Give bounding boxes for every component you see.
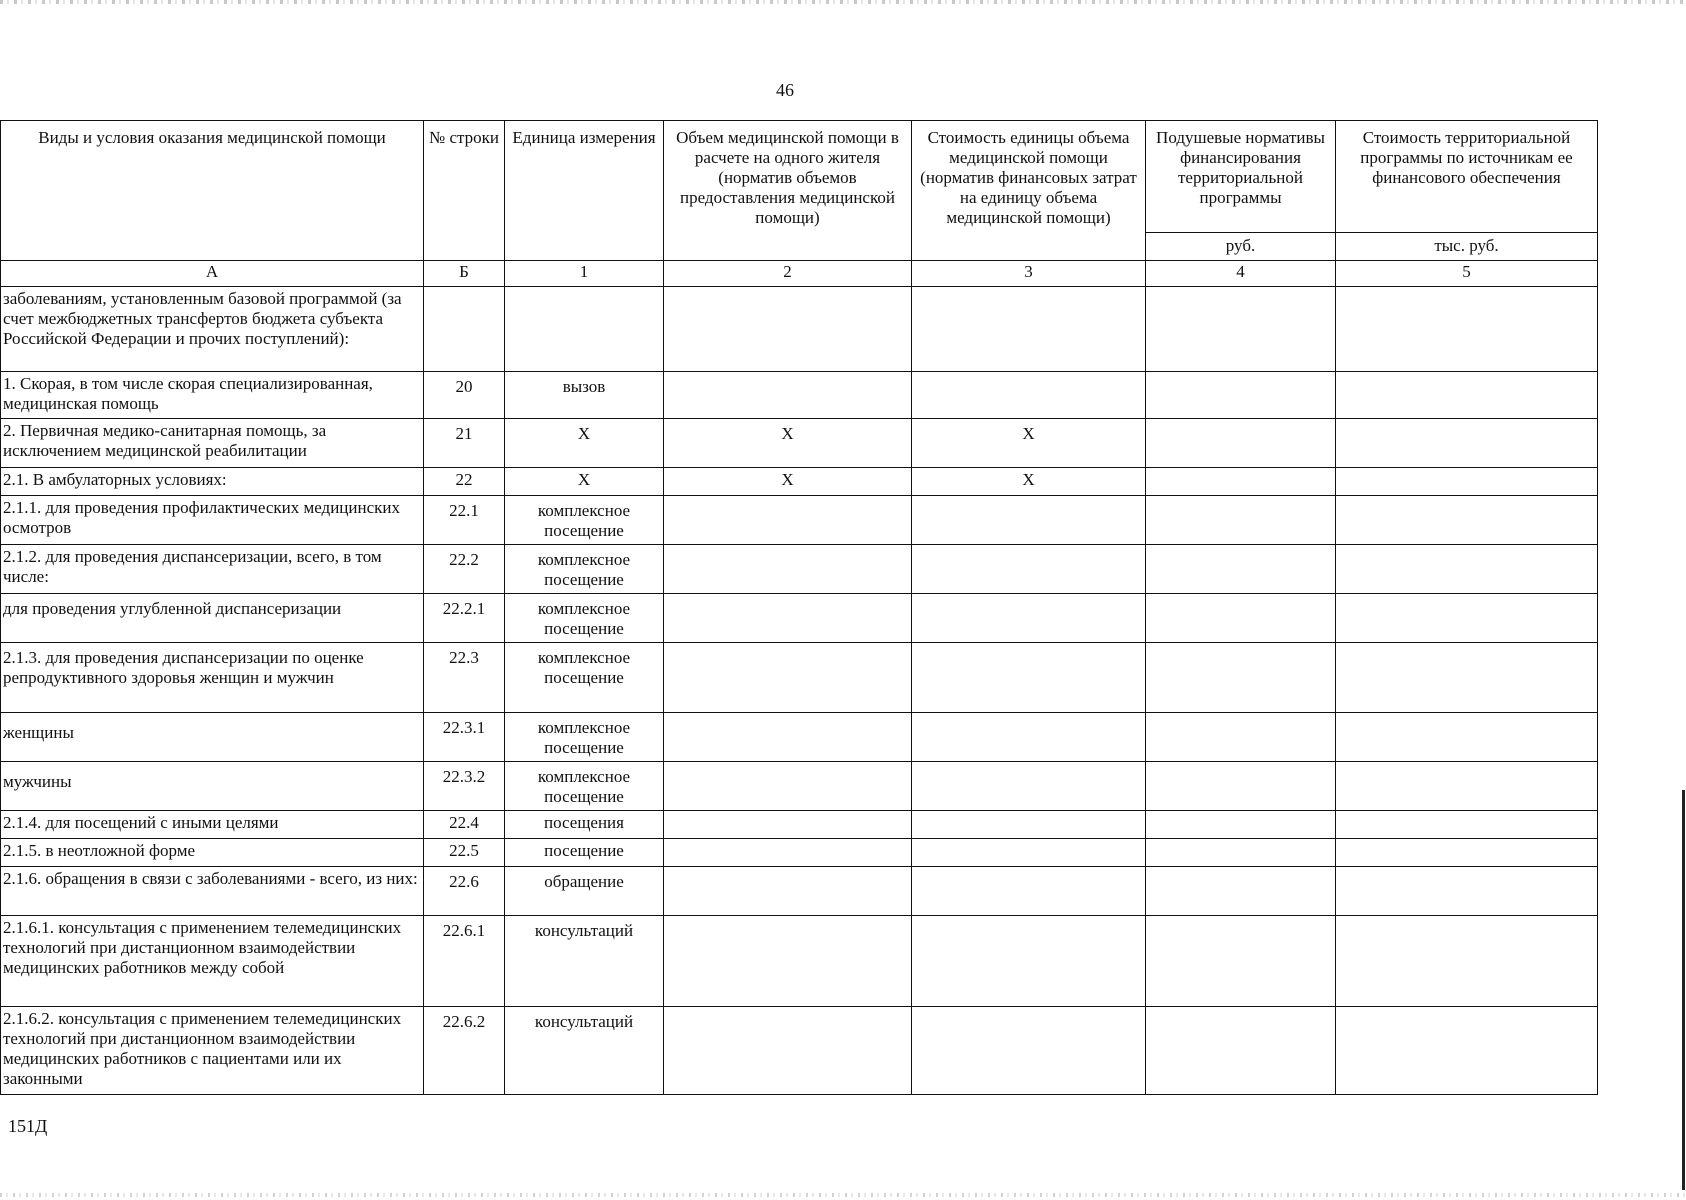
row-unit: комплексное посещение [505, 713, 664, 762]
table-row [1, 916, 1598, 1007]
row-program-cost [1336, 811, 1598, 839]
row-unit: комплексное посещение [505, 545, 664, 594]
column-index-1: 1 [505, 261, 664, 287]
row-number: 22.4 [424, 811, 505, 839]
row-per-capita [1146, 545, 1336, 594]
row-number: 21 [424, 419, 505, 468]
table-row [1, 643, 1598, 713]
row-volume [664, 713, 912, 762]
row-unit: Х [505, 419, 664, 468]
header-per-capita-standards: Подушевые нормативы финансирования территориальной программы [1146, 121, 1336, 233]
row-volume: Х [664, 468, 912, 496]
row-per-capita [1146, 468, 1336, 496]
header-unit-rub: руб. [1146, 233, 1336, 261]
row-unit-cost [912, 287, 1146, 372]
row-number: 22.5 [424, 839, 505, 867]
row-unit-cost [912, 713, 1146, 762]
medical-care-table [0, 120, 1598, 1095]
row-unit: консультаций [505, 1007, 664, 1095]
row-name: заболеваниям, установленным базовой программой (за счет межбюджетных трансфертов бюджета субъекта Российской Федерации и прочих поступлений): [1, 287, 424, 372]
row-unit-cost [912, 496, 1146, 545]
row-per-capita [1146, 643, 1336, 713]
row-volume [664, 594, 912, 643]
row-program-cost [1336, 372, 1598, 419]
header-row [1, 121, 1598, 233]
document-code: 151Д [8, 1116, 48, 1136]
scan-edge-right [1682, 790, 1685, 1190]
row-unit-cost [912, 762, 1146, 811]
row-program-cost [1336, 713, 1598, 762]
header-row-number: № строки [424, 121, 505, 261]
header-unit-thousand-rub: тыс. руб. [1336, 233, 1598, 261]
row-unit: посещения [505, 811, 664, 839]
row-volume [664, 496, 912, 545]
row-unit: обращение [505, 867, 664, 916]
row-name: 2.1.4. для посещений с иными целями [1, 811, 424, 839]
table-row [1, 287, 1598, 372]
row-number: 22.3.1 [424, 713, 505, 762]
row-program-cost [1336, 496, 1598, 545]
row-unit-cost [912, 594, 1146, 643]
row-program-cost [1336, 916, 1598, 1007]
scan-edge-top [0, 0, 1686, 4]
row-name: 2.1.6. обращения в связи с заболеваниями - всего, из них: [1, 867, 424, 916]
row-name: 2.1.6.2. консультация с применением телемедицинских технологий при дистанционном взаимодействии медицинских работников с пациентами или их законными [1, 1007, 424, 1095]
row-unit: комплексное посещение [505, 643, 664, 713]
row-number: 22.3 [424, 643, 505, 713]
row-number: 22.1 [424, 496, 505, 545]
table-row [1, 496, 1598, 545]
row-program-cost [1336, 594, 1598, 643]
row-program-cost [1336, 839, 1598, 867]
row-unit-cost [912, 811, 1146, 839]
row-name: мужчины [1, 762, 424, 811]
row-name: 2.1.1. для проведения профилактических медицинских осмотров [1, 496, 424, 545]
row-unit-cost [912, 867, 1146, 916]
row-program-cost [1336, 643, 1598, 713]
column-index-a: А [1, 261, 424, 287]
page-number: 46 [776, 80, 794, 100]
row-per-capita [1146, 1007, 1336, 1095]
row-unit: посещение [505, 839, 664, 867]
row-program-cost [1336, 545, 1598, 594]
table-row [1, 839, 1598, 867]
header-unit-cost: Стоимость единицы объема медицинской помощи (норматив финансовых затрат на единицу объема медицинской помощи) [912, 121, 1146, 261]
table-row [1, 713, 1598, 762]
row-number [424, 287, 505, 372]
table-row [1, 545, 1598, 594]
table-row [1, 468, 1598, 496]
row-unit-cost [912, 643, 1146, 713]
header-volume-per-capita: Объем медицинской помощи в расчете на одного жителя (норматив объемов предоставления медицинской помощи) [664, 121, 912, 261]
column-index-3: 3 [912, 261, 1146, 287]
row-unit-cost [912, 916, 1146, 1007]
scan-edge-bottom [0, 1193, 1686, 1197]
row-unit [505, 287, 664, 372]
row-number: 22.6.1 [424, 916, 505, 1007]
row-name: женщины [1, 713, 424, 762]
table-row [1, 762, 1598, 811]
row-program-cost [1336, 1007, 1598, 1095]
row-number: 22.6.2 [424, 1007, 505, 1095]
row-name: 2.1.2. для проведения диспансеризации, всего, в том числе: [1, 545, 424, 594]
row-volume [664, 811, 912, 839]
row-number: 22.3.2 [424, 762, 505, 811]
row-name: 2. Первичная медико-санитарная помощь, за исключением медицинской реабилитации [1, 419, 424, 468]
row-volume [664, 762, 912, 811]
row-per-capita [1146, 839, 1336, 867]
row-program-cost [1336, 867, 1598, 916]
row-volume: Х [664, 419, 912, 468]
row-unit: Х [505, 468, 664, 496]
table-row [1, 867, 1598, 916]
table-row [1, 811, 1598, 839]
row-volume [664, 643, 912, 713]
row-program-cost [1336, 762, 1598, 811]
row-unit-cost: Х [912, 419, 1146, 468]
row-volume [664, 916, 912, 1007]
row-volume [664, 867, 912, 916]
row-volume [664, 287, 912, 372]
row-program-cost [1336, 287, 1598, 372]
row-name: 2.1.6.1. консультация с применением телемедицинских технологий при дистанционном взаимодействии медицинских работников между собой [1, 916, 424, 1007]
row-per-capita [1146, 916, 1336, 1007]
column-index-2: 2 [664, 261, 912, 287]
header-program-cost: Стоимость территориальной программы по источникам ее финансового обеспечения [1336, 121, 1598, 233]
row-per-capita [1146, 867, 1336, 916]
header-care-types: Виды и условия оказания медицинской помощи [1, 121, 424, 261]
row-unit-cost [912, 839, 1146, 867]
row-unit-cost [912, 372, 1146, 419]
row-per-capita [1146, 419, 1336, 468]
row-number: 20 [424, 372, 505, 419]
row-unit: комплексное посещение [505, 496, 664, 545]
table-row [1, 1007, 1598, 1095]
row-volume [664, 545, 912, 594]
row-name: 2.1.3. для проведения диспансеризации по оценке репродуктивного здоровья женщин и мужчин [1, 643, 424, 713]
row-number: 22.2.1 [424, 594, 505, 643]
row-unit: вызов [505, 372, 664, 419]
row-per-capita [1146, 287, 1336, 372]
row-volume [664, 372, 912, 419]
row-name: для проведения углубленной диспансеризации [1, 594, 424, 643]
table-row [1, 594, 1598, 643]
row-per-capita [1146, 496, 1336, 545]
row-unit-cost: Х [912, 468, 1146, 496]
table-row [1, 372, 1598, 419]
row-unit-cost [912, 1007, 1146, 1095]
column-index-4: 4 [1146, 261, 1336, 287]
row-number: 22 [424, 468, 505, 496]
row-unit: комплексное посещение [505, 762, 664, 811]
row-unit: консультаций [505, 916, 664, 1007]
row-volume [664, 1007, 912, 1095]
column-index-b: Б [424, 261, 505, 287]
row-per-capita [1146, 713, 1336, 762]
header-unit: Единица измерения [505, 121, 664, 261]
row-name: 2.1. В амбулаторных условиях: [1, 468, 424, 496]
row-program-cost [1336, 468, 1598, 496]
row-number: 22.6 [424, 867, 505, 916]
table-row [1, 419, 1598, 468]
row-name: 1. Скорая, в том числе скорая специализированная, медицинская помощь [1, 372, 424, 419]
column-index-row [1, 261, 1598, 287]
row-per-capita [1146, 811, 1336, 839]
row-program-cost [1336, 419, 1598, 468]
row-per-capita [1146, 762, 1336, 811]
row-per-capita [1146, 372, 1336, 419]
row-name: 2.1.5. в неотложной форме [1, 839, 424, 867]
column-index-5: 5 [1336, 261, 1598, 287]
row-volume [664, 839, 912, 867]
row-per-capita [1146, 594, 1336, 643]
row-number: 22.2 [424, 545, 505, 594]
row-unit: комплексное посещение [505, 594, 664, 643]
row-unit-cost [912, 545, 1146, 594]
